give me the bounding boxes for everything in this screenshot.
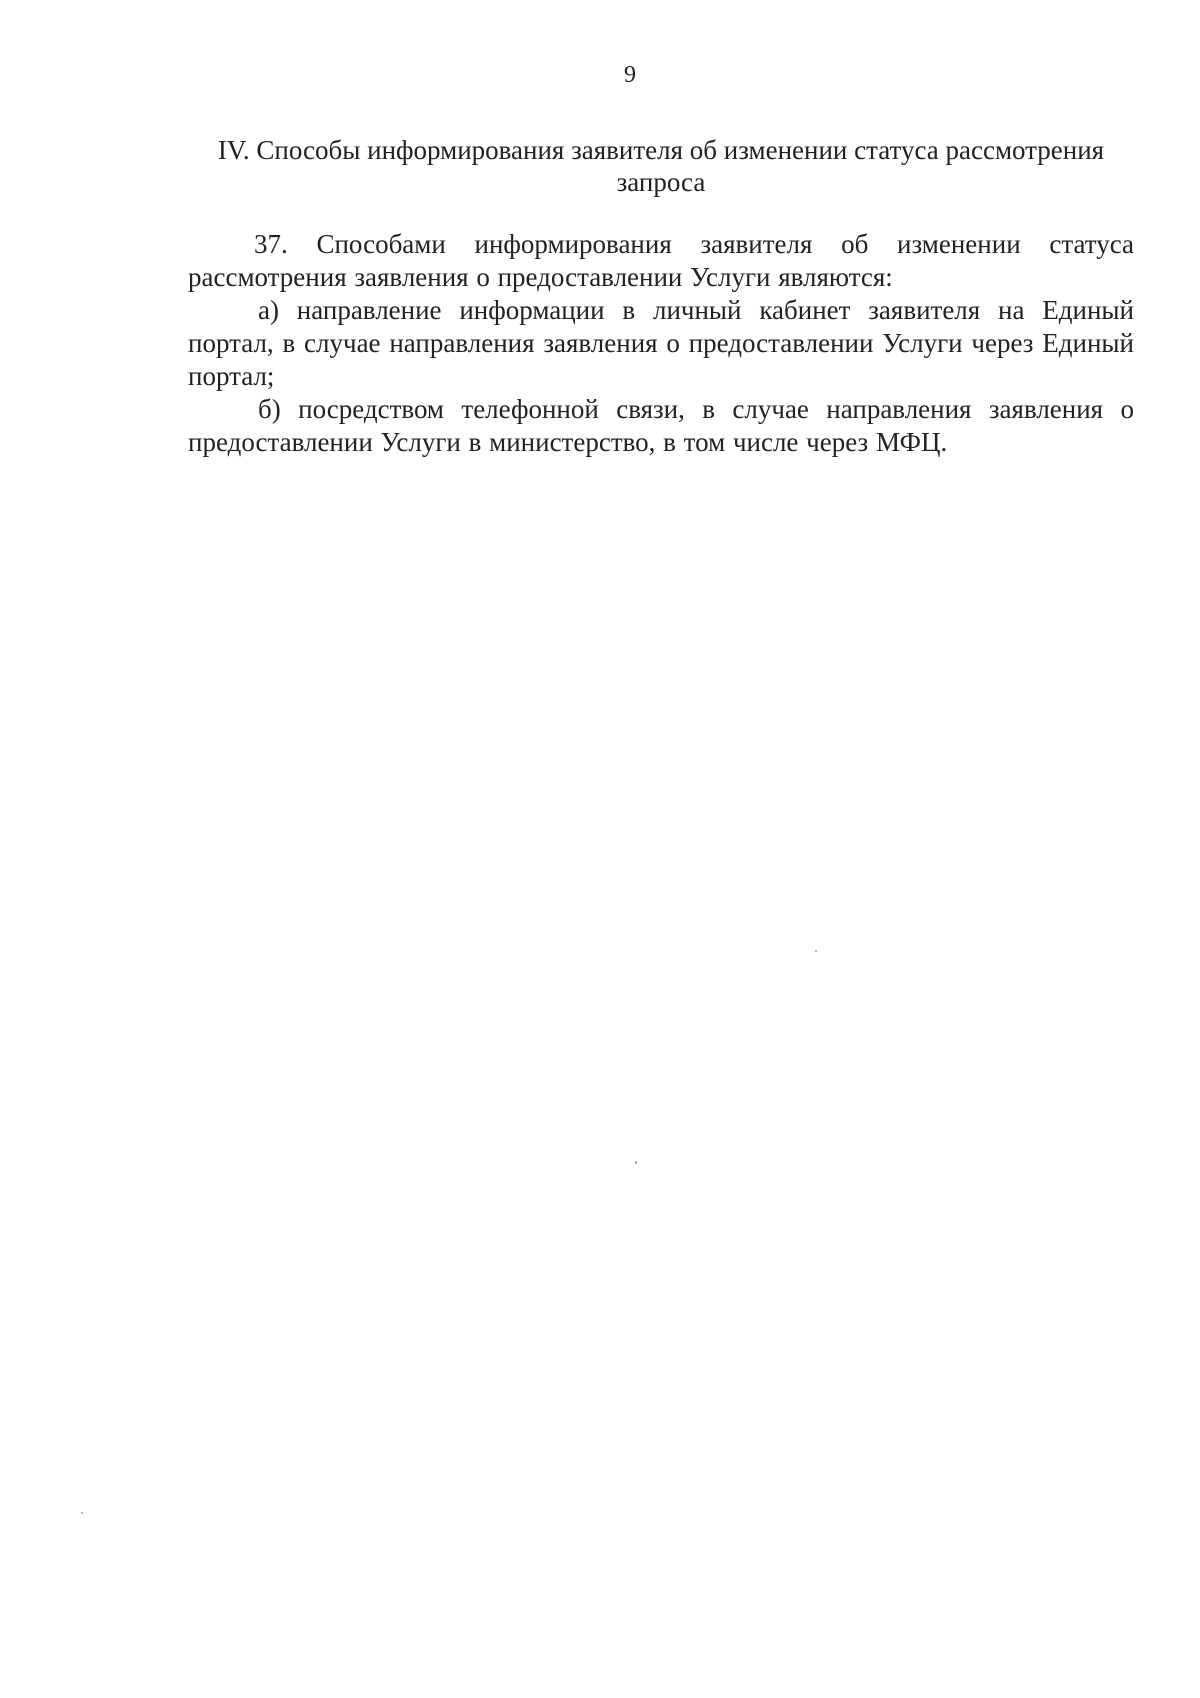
paragraph-item-b: б) посредством телефонной связи, в случае направления заявления о предоставлении Услуги в министерство, в том числе через МФЦ. — [188, 394, 1134, 457]
scan-speck — [635, 1161, 637, 1164]
content-block — [188, 134, 1134, 459]
paragraph-item-a: а) направление информации в личный кабинет заявителя на Единый портал, в случае направления заявления о предоставлении Услуги через Единый портал; — [188, 295, 1134, 391]
section-body — [188, 228, 1134, 459]
scan-speck — [815, 950, 817, 952]
paragraph-37: 37. Способами информирования заявителя об изменении статуса рассмотрения заявления о предоставлении Услуги являются: — [188, 229, 1134, 292]
page-number: 9 — [624, 62, 636, 88]
section-title: IV. Способы информирования заявителя об изменении статуса рассмотрения запроса — [217, 135, 1105, 197]
scan-speck — [81, 1512, 83, 1514]
